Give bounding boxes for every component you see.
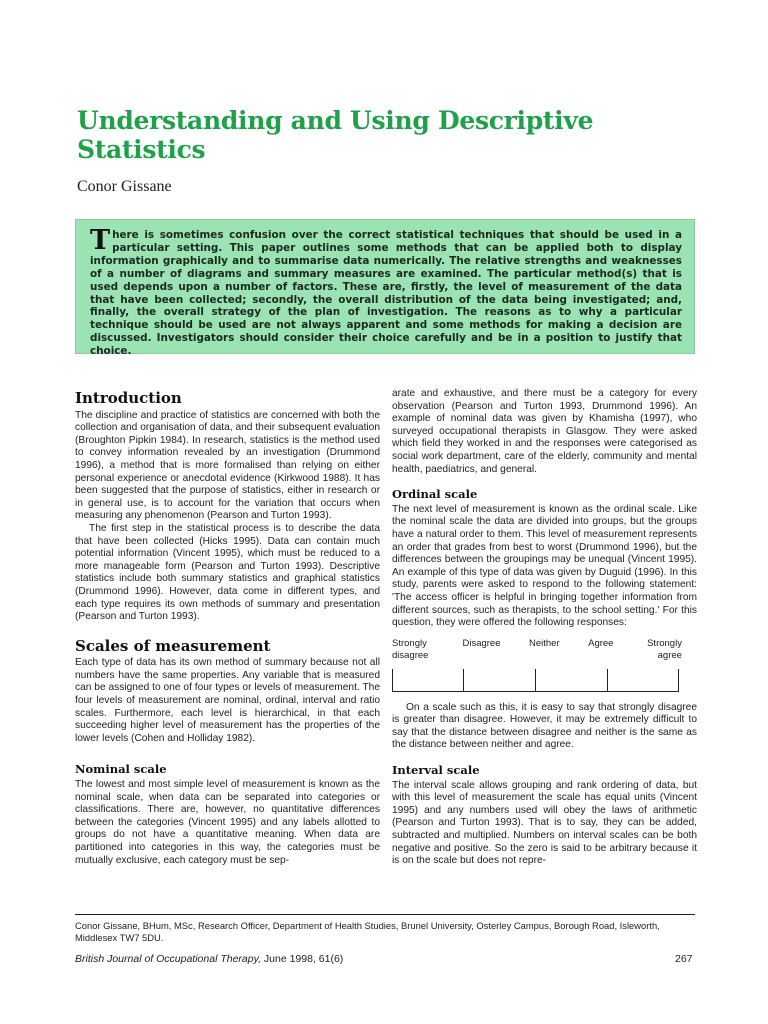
abstract-text: here is sometimes confusion over the correct statistical techniques that should be used in a particular setting. This paper outlines some methods that can be applied both to display information graphically and to summarise data numerically. The relative strengths and weaknesses of a number of diagrams and summary measures are examined. The particular method(s) that is used depends upon a number of factors. These are, firstly, the level of measurement of the data that have been collected; secondly, the overall distribution of the data being investigated; and, finally, the overall strategy of the plan of investigation. The reasons as to why a particular technique should be used are not always apparent and some methods for making a decision are discussed. Investigators should consider their choice carefully and be in a position to justify that choice. [90, 229, 682, 358]
likert-scale-figure [392, 638, 682, 692]
nominal-paragraph: The lowest and most simple level of measurement is known as the nominal scale, when data can be separated into categories or classifications. There are, however, no quantitative differences between the categories (Vincent 1995) and any labels allotted to groups do not have a quantitative meaning. When data are partitioned into categories in this way, the categories must be mutually exclusive, each category must be sep- [75, 779, 380, 866]
likert-label-strongly-disagree: Strongly disagree [392, 637, 429, 661]
interval-paragraph: The interval scale allows grouping and rank ordering of data, but with this level of measurement the scale has equal units (Vincent 1995) and any numbers used will obey the laws of arithmetic (Pearson and Turton 1993). That is to say, they can be added, subtracted and multiplied. Numbers on interval scales can be both negative and positive. So the zero is said to be arbitrary because it is on the scale but does not repre- [392, 779, 697, 867]
likert-label-neither: Neither [529, 637, 560, 649]
ordinal-paragraph-2: On a scale such as this, it is easy to say that strongly disagree is greater than disagree. However, it may be extremely difficult to say that the distance between disagree and neither is the same as the distance between neither and agree. [392, 701, 697, 751]
likert-tick [463, 669, 464, 691]
journal-citation [75, 953, 343, 965]
left-column [75, 388, 380, 867]
likert-tick [678, 669, 679, 691]
likert-label-strongly-agree: Strongly agree [647, 637, 682, 661]
page-number: 267 [675, 953, 693, 965]
ordinal-heading: Ordinal scale [392, 487, 478, 502]
likert-tick [535, 669, 536, 691]
scales-paragraph: Each type of data has its own method of summary because not all numbers have the same properties. Any variable that is measured can be assigned to one of four types or levels of measurement. The four levels of measurement are nominal, ordinal, interval and ratio scales. Furthermore, each level is hierarchical, in that each succeeding higher level of measurement has the properties of the lower levels (Cohen and Holliday 1982). [75, 657, 380, 744]
journal-name: British Journal of Occupational Therapy, [75, 953, 261, 965]
likert-scale-line [392, 667, 679, 692]
likert-label-agree: Agree [588, 637, 614, 649]
journal-issue: June 1998, 61(6) [263, 953, 344, 965]
footer-divider [75, 914, 695, 915]
introduction-paragraph-2: The first step in the statistical process is to describe the data that have been collected (Hicks 1995). Data can contain much potential information (Vincent 1995), which must be reduced to a more manageable form (Pearson and Turton 1993). Descriptive statistics include both summary statistics and graphical statistics (Drummond 1996). However, data come in different types, and each type requires its own methods of summary and presentation (Pearson and Turton 1993). [75, 522, 380, 623]
abstract-dropcap: T [90, 225, 111, 256]
introduction-heading: Introduction [75, 389, 182, 407]
nominal-heading: Nominal scale [75, 762, 167, 777]
nominal-paragraph-continued: arate and exhaustive, and there must be a category for every observation (Pearson and Turton 1993, Drummond 1996). An example of nominal data was given by Khamisha (1997), who surveyed occupational therapists in Glasgow. They were asked which field they worked in and the responses were categorised as social work department, care of the elderly, community and mental health, paediatrics, and general. [392, 388, 697, 475]
interval-heading: Interval scale [392, 763, 480, 778]
introduction-paragraph-1: The discipline and practice of statistics are concerned with both the collection and organisation of data, and their subsequent evaluation (Broughton Pipkin 1984). In research, statistics is the method used to convey information revealed by an investigation (Drummond 1996), a method that is more formalised than relying on either personal experience or anecdotal evidence (Kirkwood 1988). It has been suggested that the purpose of statistics, either in research or in general use, is to account for the variation that occurs when measuring any phenomenon (Pearson and Turton 1993). [75, 409, 380, 522]
author-affiliation: Conor Gissane, BHum, MSc, Research Officer, Department of Health Studies, Brunel University, Osterley Campus, Borough Road, Isleworth, Middlesex TW7 5DU. [75, 920, 660, 943]
article-title: Understanding and Using Descriptive Statistics [77, 106, 594, 164]
abstract-box [75, 219, 695, 358]
scales-heading: Scales of measurement [75, 636, 271, 655]
ordinal-paragraph-1: The next level of measurement is known as the ordinal scale. Like the nominal scale the data are divided into groups, but the groups have a natural order to them. This level of measurement represents an order that grades from best to worst (Drummond 1996), but the differences between the groupings may be unequal (Vincent 1995). An example of this type of data was given by Duguid (1996). In this study, parents were asked to respond to the following statement: 'The access officer is helpful in bringing together information from different sources, such as therapists, to the school setting.' For this question, they were offered the following responses: [392, 503, 697, 629]
likert-scale-labels [392, 638, 682, 662]
likert-label-disagree: Disagree [462, 637, 501, 649]
likert-tick [607, 669, 608, 691]
likert-tick [392, 669, 393, 691]
author-name: Conor Gissane [77, 178, 172, 195]
right-column [392, 388, 697, 868]
